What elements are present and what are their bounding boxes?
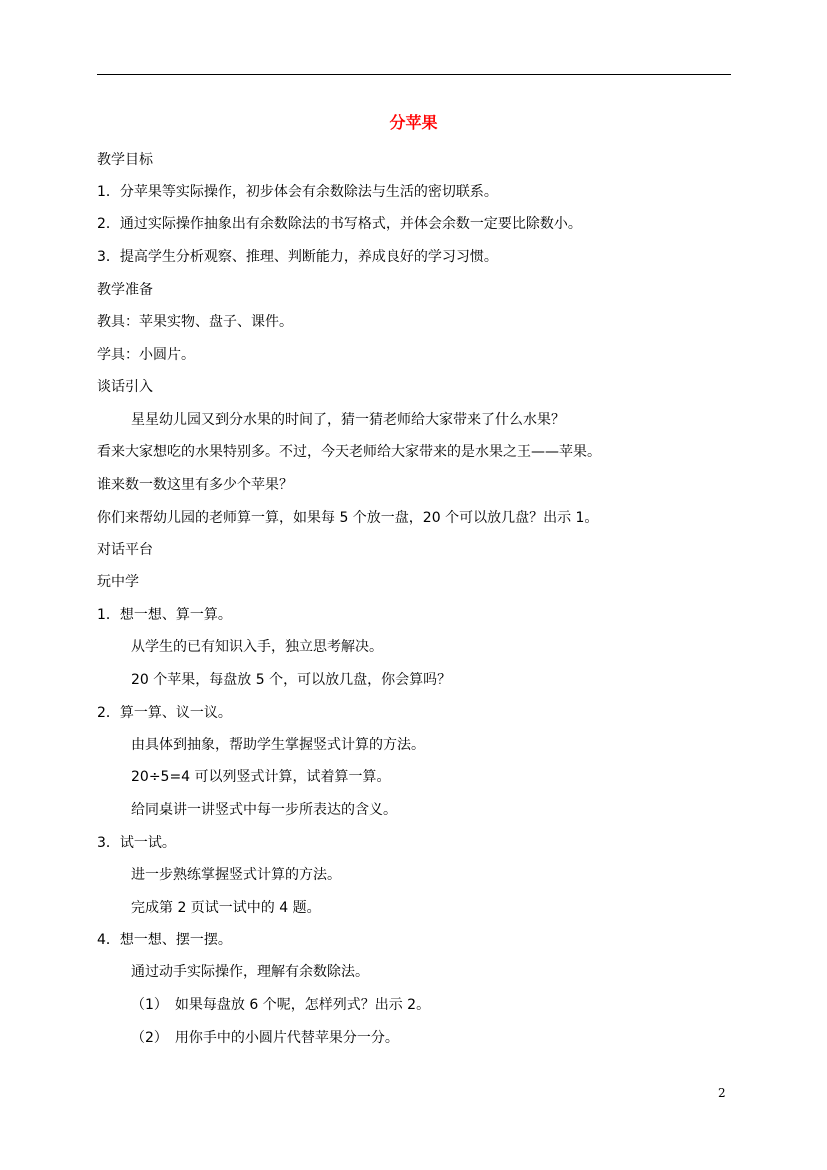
intro-paragraph-2: 看来大家想吃的水果特别多。不过，今天老师给大家带来的是水果之王——苹果。 xyxy=(97,444,601,460)
activity-3-heading: 3．试一试。 xyxy=(97,835,176,851)
activity-4-item-2: （2） 用你手中的小圆片代替苹果分一分。 xyxy=(131,1030,399,1046)
activity-4-heading: 4．想一想、摆一摆。 xyxy=(97,932,232,948)
intro-paragraph-1: 星星幼儿园又到分水果的时间了，猜一猜老师给大家带来了什么水果？ xyxy=(131,412,565,428)
goal-item-3: 3．提高学生分析观察、推理、判断能力，养成良好的学习习惯。 xyxy=(97,249,498,265)
activity-4-item-1: （1） 如果每盘放 6 个呢，怎样列式？出示 2。 xyxy=(131,997,431,1013)
activity-2-heading: 2．算一算、议一议。 xyxy=(97,705,232,721)
section-heading-goals: 教学目标 xyxy=(97,152,153,168)
goal-item-2: 2．通过实际操作抽象出有余数除法的书写格式，并体会余数一定要比除数小。 xyxy=(97,216,582,232)
activity-2-line-1: 由具体到抽象，帮助学生掌握竖式计算的方法。 xyxy=(131,737,425,753)
activity-2-line-2: 20÷5=4 可以列竖式计算，试着算一算。 xyxy=(131,769,391,785)
activity-3-line-2: 完成第 2 页试一试中的 4 题。 xyxy=(131,900,321,916)
page-number: 2 xyxy=(718,1086,726,1100)
activity-4-line-1: 通过动手实际操作，理解有余数除法。 xyxy=(131,964,369,980)
activity-1-heading: 1．想一想、算一算。 xyxy=(97,607,232,623)
header-rule xyxy=(97,74,731,75)
document-title: 分苹果 xyxy=(389,113,438,132)
student-aids: 学具：小圆片。 xyxy=(97,347,195,363)
activity-3-line-1: 进一步熟练掌握竖式计算的方法。 xyxy=(131,867,341,883)
activity-1-line-1: 从学生的已有知识入手，独立思考解决。 xyxy=(131,639,383,655)
activity-2-line-3: 给同桌讲一讲竖式中每一步所表达的含义。 xyxy=(131,802,397,818)
intro-paragraph-3: 谁来数一数这里有多少个苹果？ xyxy=(97,477,293,493)
section-heading-intro: 谈话引入 xyxy=(97,379,153,395)
section-heading-dialogue: 对话平台 xyxy=(97,542,153,558)
teaching-aids: 教具：苹果实物、盘子、课件。 xyxy=(97,314,293,330)
subheading-play-learn: 玩中学 xyxy=(97,574,139,590)
goal-item-1: 1．分苹果等实际操作，初步体会有余数除法与生活的密切联系。 xyxy=(97,184,498,200)
intro-paragraph-4: 你们来帮幼儿园的老师算一算，如果每 5 个放一盘，20 个可以放几盘？出示 1。 xyxy=(97,510,599,526)
activity-1-line-2: 20 个苹果，每盘放 5 个，可以放几盘，你会算吗？ xyxy=(131,672,452,688)
section-heading-preparation: 教学准备 xyxy=(97,282,153,298)
